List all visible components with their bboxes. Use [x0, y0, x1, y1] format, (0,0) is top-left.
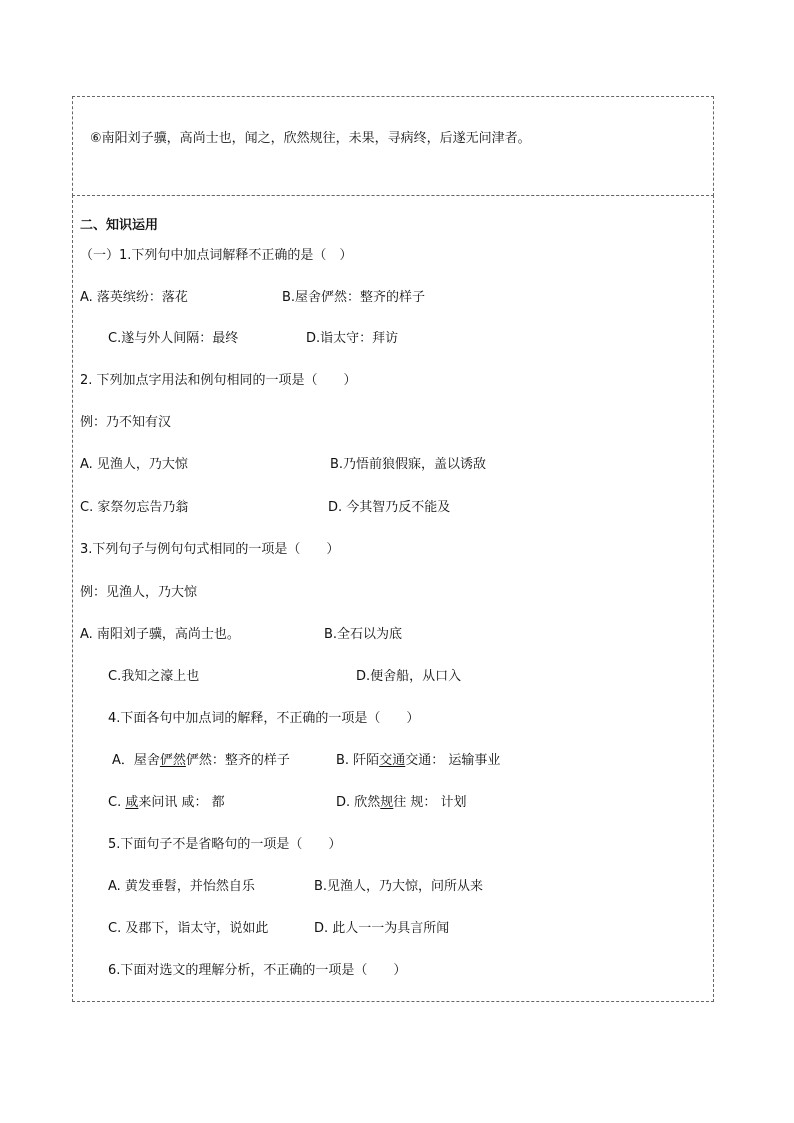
q1-option-c: C.遂与外人间隔：最终 [108, 331, 239, 346]
q4-option-a [112, 753, 290, 769]
q4-option-b-pre: B. 阡陌 [336, 753, 380, 768]
q5-prompt: 5.下面句子不是省略句的一项是（ ） [108, 837, 342, 852]
q4-option-c-word: 咸 [125, 795, 139, 810]
q4-option-c-post: 来问讯 咸： 都 [138, 795, 225, 810]
q4-option-d-word: 规 [380, 795, 394, 810]
q4-option-a-pre: A．屋舍 [112, 753, 160, 768]
q3-option-c: C.我知之濠上也 [108, 669, 200, 684]
q4-option-c [108, 795, 225, 811]
q4-option-d [336, 795, 467, 811]
q2-option-a: A. 见渔人，乃大惊 [80, 457, 188, 472]
q5-option-c: C. 及郡下，诣太守，说如此 [108, 921, 269, 936]
q2-option-c: C. 家祭勿忘告乃翁 [80, 500, 189, 515]
q4-option-a-post: 俨然：整齐的样子 [185, 753, 290, 768]
q2-prompt: 2. 下列加点字用法和例句相同的一项是（ ） [80, 373, 357, 388]
q4-option-d-pre: D. 欣然 [336, 795, 381, 810]
passage-line: ⑥南阳刘子骥，高尚士也，闻之，欣然规往，未果，寻病终，后遂无问津者。 [90, 131, 531, 146]
q4-option-c-label: C. [108, 795, 126, 810]
q5-option-b: B.见渔人，乃大惊，问所从来 [314, 879, 484, 894]
q4-option-d-post: 往 规： 计划 [393, 795, 467, 810]
q3-option-d: D.便舍船，从口入 [356, 669, 462, 684]
q4-option-b [336, 753, 500, 769]
q3-example: 例：见渔人，乃大惊 [80, 585, 198, 600]
q4-option-a-word: 俨然 [159, 753, 186, 768]
q2-option-b: B.乃悟前狼假寐，盖以诱敌 [330, 457, 487, 472]
q1-option-d: D.诣太守：拜访 [306, 331, 399, 346]
q2-example: 例：乃不知有汉 [80, 415, 172, 430]
q4-option-b-post: 交通： 运输事业 [405, 753, 501, 768]
q5-option-d: D. 此人一一为具言所闻 [314, 921, 450, 936]
q1-prompt: （一）1.下列句中加点词解释不正确的是（ ） [80, 248, 353, 263]
q3-option-a: A. 南阳刘子骥，高尚士也。 [80, 627, 240, 642]
q1-option-a: A. 落英缤纷：落花 [80, 290, 188, 305]
q6-prompt: 6.下面对选文的理解分析，不正确的一项是（ ） [108, 963, 407, 978]
q2-option-d: D. 今其智乃反不能及 [328, 500, 451, 515]
q1-option-b: B.屋舍俨然：整齐的样子 [282, 290, 426, 305]
q3-option-b: B.全石以为底 [324, 627, 403, 642]
section-heading: 二、知识运用 [80, 218, 159, 233]
q3-prompt: 3.下列句子与例句句式相同的一项是（ ） [80, 542, 340, 557]
q4-prompt: 4.下面各句中加点词的解释，不正确的一项是（ ） [108, 711, 420, 726]
q5-option-a: A. 黄发垂髫，并怡然自乐 [108, 879, 255, 894]
q4-option-b-word: 交通 [379, 753, 406, 768]
